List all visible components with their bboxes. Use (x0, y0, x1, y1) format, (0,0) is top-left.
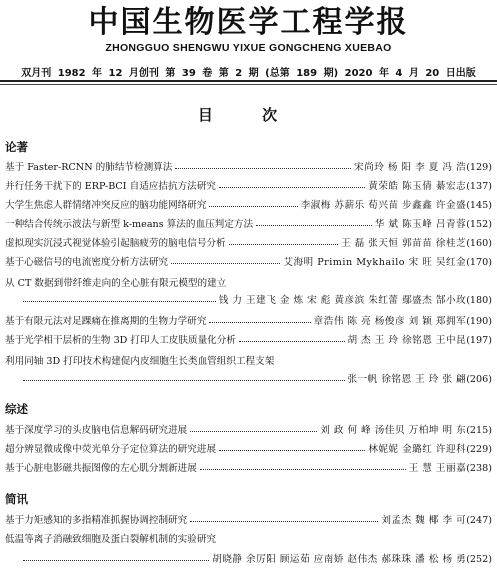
entry-page: (247) (466, 515, 492, 526)
toc-entry[interactable] (5, 462, 492, 476)
leader-dots (219, 449, 365, 451)
entry-page: (197) (466, 335, 492, 346)
entry-title[interactable]: 超分辨显微成像中荧光单分子定位算法的研究进展 (5, 444, 217, 455)
entry-title[interactable]: 并行任务干扰下的 ERP-BCI 自适应拮抗方法研究 (5, 181, 216, 192)
entry-title[interactable]: 一种结合传统示波法与新型 k-means 算法的血压判定方法 (5, 219, 254, 230)
leader-dots (190, 520, 378, 522)
entry-authors: 黄荣皓 陈玉倩 綦宏志 (368, 181, 467, 192)
leader-dots (229, 243, 338, 245)
toc-entry-author-line (20, 294, 492, 308)
entry-title[interactable]: 从 CT 数据到带纤维走向的全心脏有限元模型的建立 (5, 278, 227, 289)
masthead-title: 中国生物医学工程学报 (88, 5, 409, 40)
leader-dots (23, 300, 216, 302)
leader-dots (219, 186, 365, 188)
entry-authors: 刘孟杰 魏 椰 李 可 (381, 515, 467, 526)
toc-entry[interactable] (5, 256, 492, 270)
leader-dots (239, 340, 345, 342)
entry-authors: 张一帆 徐铭恩 王 玲 张 翩 (347, 374, 467, 385)
entry-page: (238) (466, 463, 492, 474)
toc-entry-title-line[interactable] (5, 277, 492, 291)
entry-title[interactable]: 基于深度学习的头皮脑电信息解码研究进展 (5, 425, 188, 436)
masthead-meta: 双月刊 1982 年 12 月创刊 第 39 卷 第 2 期 (总第 189 期) 2020 年 4 月 20 日出版 (21, 68, 476, 79)
entry-page: (170) (466, 257, 492, 268)
entry-title[interactable]: 基于心脏电影磁共振图像的左心肌分割新进展 (5, 463, 197, 474)
leader-dots (171, 262, 280, 264)
entry-page: (252) (466, 554, 492, 565)
toc-entry[interactable] (5, 218, 492, 232)
toc-entry[interactable] (5, 443, 492, 457)
toc-entry[interactable] (5, 199, 492, 213)
entry-authors: 胡 杰 王 玲 徐铭恩 王中昆 (347, 335, 467, 346)
entry-authors: 钱 力 王建飞 金 炼 宋 彪 黄彦滨 朱红蕾 鄢盛杰 郜小玫 (218, 295, 467, 306)
toc-entry-title-line[interactable] (5, 355, 492, 369)
masthead-pinyin: ZHONGGUO SHENGWU YIXUE GONGCHENG XUEBAO (105, 42, 392, 54)
entry-page: (180) (466, 295, 492, 306)
toc-entry[interactable] (5, 334, 492, 348)
entry-authors: 章浩伟 陈 亮 杨俊彦 刘 颖 郑拥军 (313, 316, 467, 327)
toc-heading: 目 次 (197, 106, 300, 124)
section-heading-zongshu: 综述 (5, 402, 28, 416)
toc-entry[interactable] (5, 161, 492, 175)
toc-entry[interactable] (5, 180, 492, 194)
entry-authors: 宋尚玲 杨 阳 李 夏 冯 浩 (354, 162, 467, 173)
leader-dots (209, 205, 297, 207)
entry-authors: 华 斌 陈玉峰 吕青蓉 (374, 219, 467, 230)
entry-title[interactable]: 基于有限元法对足踝痛在推离期的生物力学研究 (5, 316, 207, 327)
entry-authors: 艾海明 Primin Mykhailo 宋 旺 吴红金 (283, 257, 467, 268)
entry-title[interactable]: 基于力矩感知的多指精准抓握协调控制研究 (5, 515, 188, 526)
entry-title[interactable]: 基于 Faster-RCNN 的肺结节检测算法 (5, 162, 173, 173)
entry-page: (206) (466, 374, 492, 385)
toc-entry[interactable] (5, 237, 492, 251)
entry-page: (215) (466, 425, 492, 436)
masthead-rule-thin (0, 84, 497, 85)
entry-page: (129) (466, 162, 492, 173)
entry-authors: 胡晓静 余厉阳 顾运茹 应南娇 赵伟杰 郝珠珠 潘 松 杨 勇 (212, 554, 467, 565)
section-heading-jianxun: 简讯 (5, 492, 28, 506)
section-heading-lunzhu: 论著 (5, 140, 28, 154)
entry-title[interactable]: 基于心磁信号的电流密度分析方法研究 (5, 257, 169, 268)
leader-dots (209, 321, 310, 323)
entry-authors: 王 慧 王丽嘉 (408, 463, 467, 474)
toc-entry[interactable] (5, 424, 492, 438)
entry-page: (152) (466, 219, 492, 230)
entry-title[interactable]: 虚拟现实沉浸式视觉体验引起脑疲劳的脑电信号分析 (5, 238, 226, 249)
entry-page: (137) (466, 181, 492, 192)
entry-authors: 王 磊 张天恒 郭苗苗 徐桂芝 (340, 238, 467, 249)
entry-authors: 李淑梅 苏薪乐 荀兴苗 步鑫鑫 许金盛 (300, 200, 467, 211)
entry-title[interactable]: 基于光学相干层析的生物 3D 打印人工皮肤质量化分析 (5, 335, 236, 346)
masthead-rule-thick (0, 80, 497, 82)
entry-page: (160) (466, 238, 492, 249)
leader-dots (190, 430, 317, 432)
leader-dots (175, 167, 351, 169)
leader-dots (256, 224, 372, 226)
entry-page: (229) (466, 444, 492, 455)
toc-entry[interactable] (5, 315, 492, 329)
leader-dots (23, 559, 209, 561)
toc-entry-author-line (20, 373, 492, 387)
entry-page: (145) (466, 200, 492, 211)
toc-entry-title-line[interactable] (5, 533, 492, 547)
leader-dots (200, 468, 406, 470)
entry-title[interactable]: 利用同轴 3D 打印技术构建促内皮细胞生长类血管组织工程支架 (5, 356, 275, 367)
toc-entry[interactable] (5, 514, 492, 528)
entry-title[interactable]: 低温等离子消融致细胞及蛋白裂解机制的实验研究 (5, 534, 217, 545)
entry-authors: 林妮妮 金璐红 许迎科 (368, 444, 467, 455)
leader-dots (23, 379, 345, 381)
entry-page: (190) (466, 316, 492, 327)
toc-entry-author-line (20, 553, 492, 567)
entry-authors: 刘 政 何 峰 汤佳贝 万柏坤 明 东 (320, 425, 467, 436)
entry-title[interactable]: 大学生焦虑人群情绪冲突反应的脑功能网络研究 (5, 200, 207, 211)
